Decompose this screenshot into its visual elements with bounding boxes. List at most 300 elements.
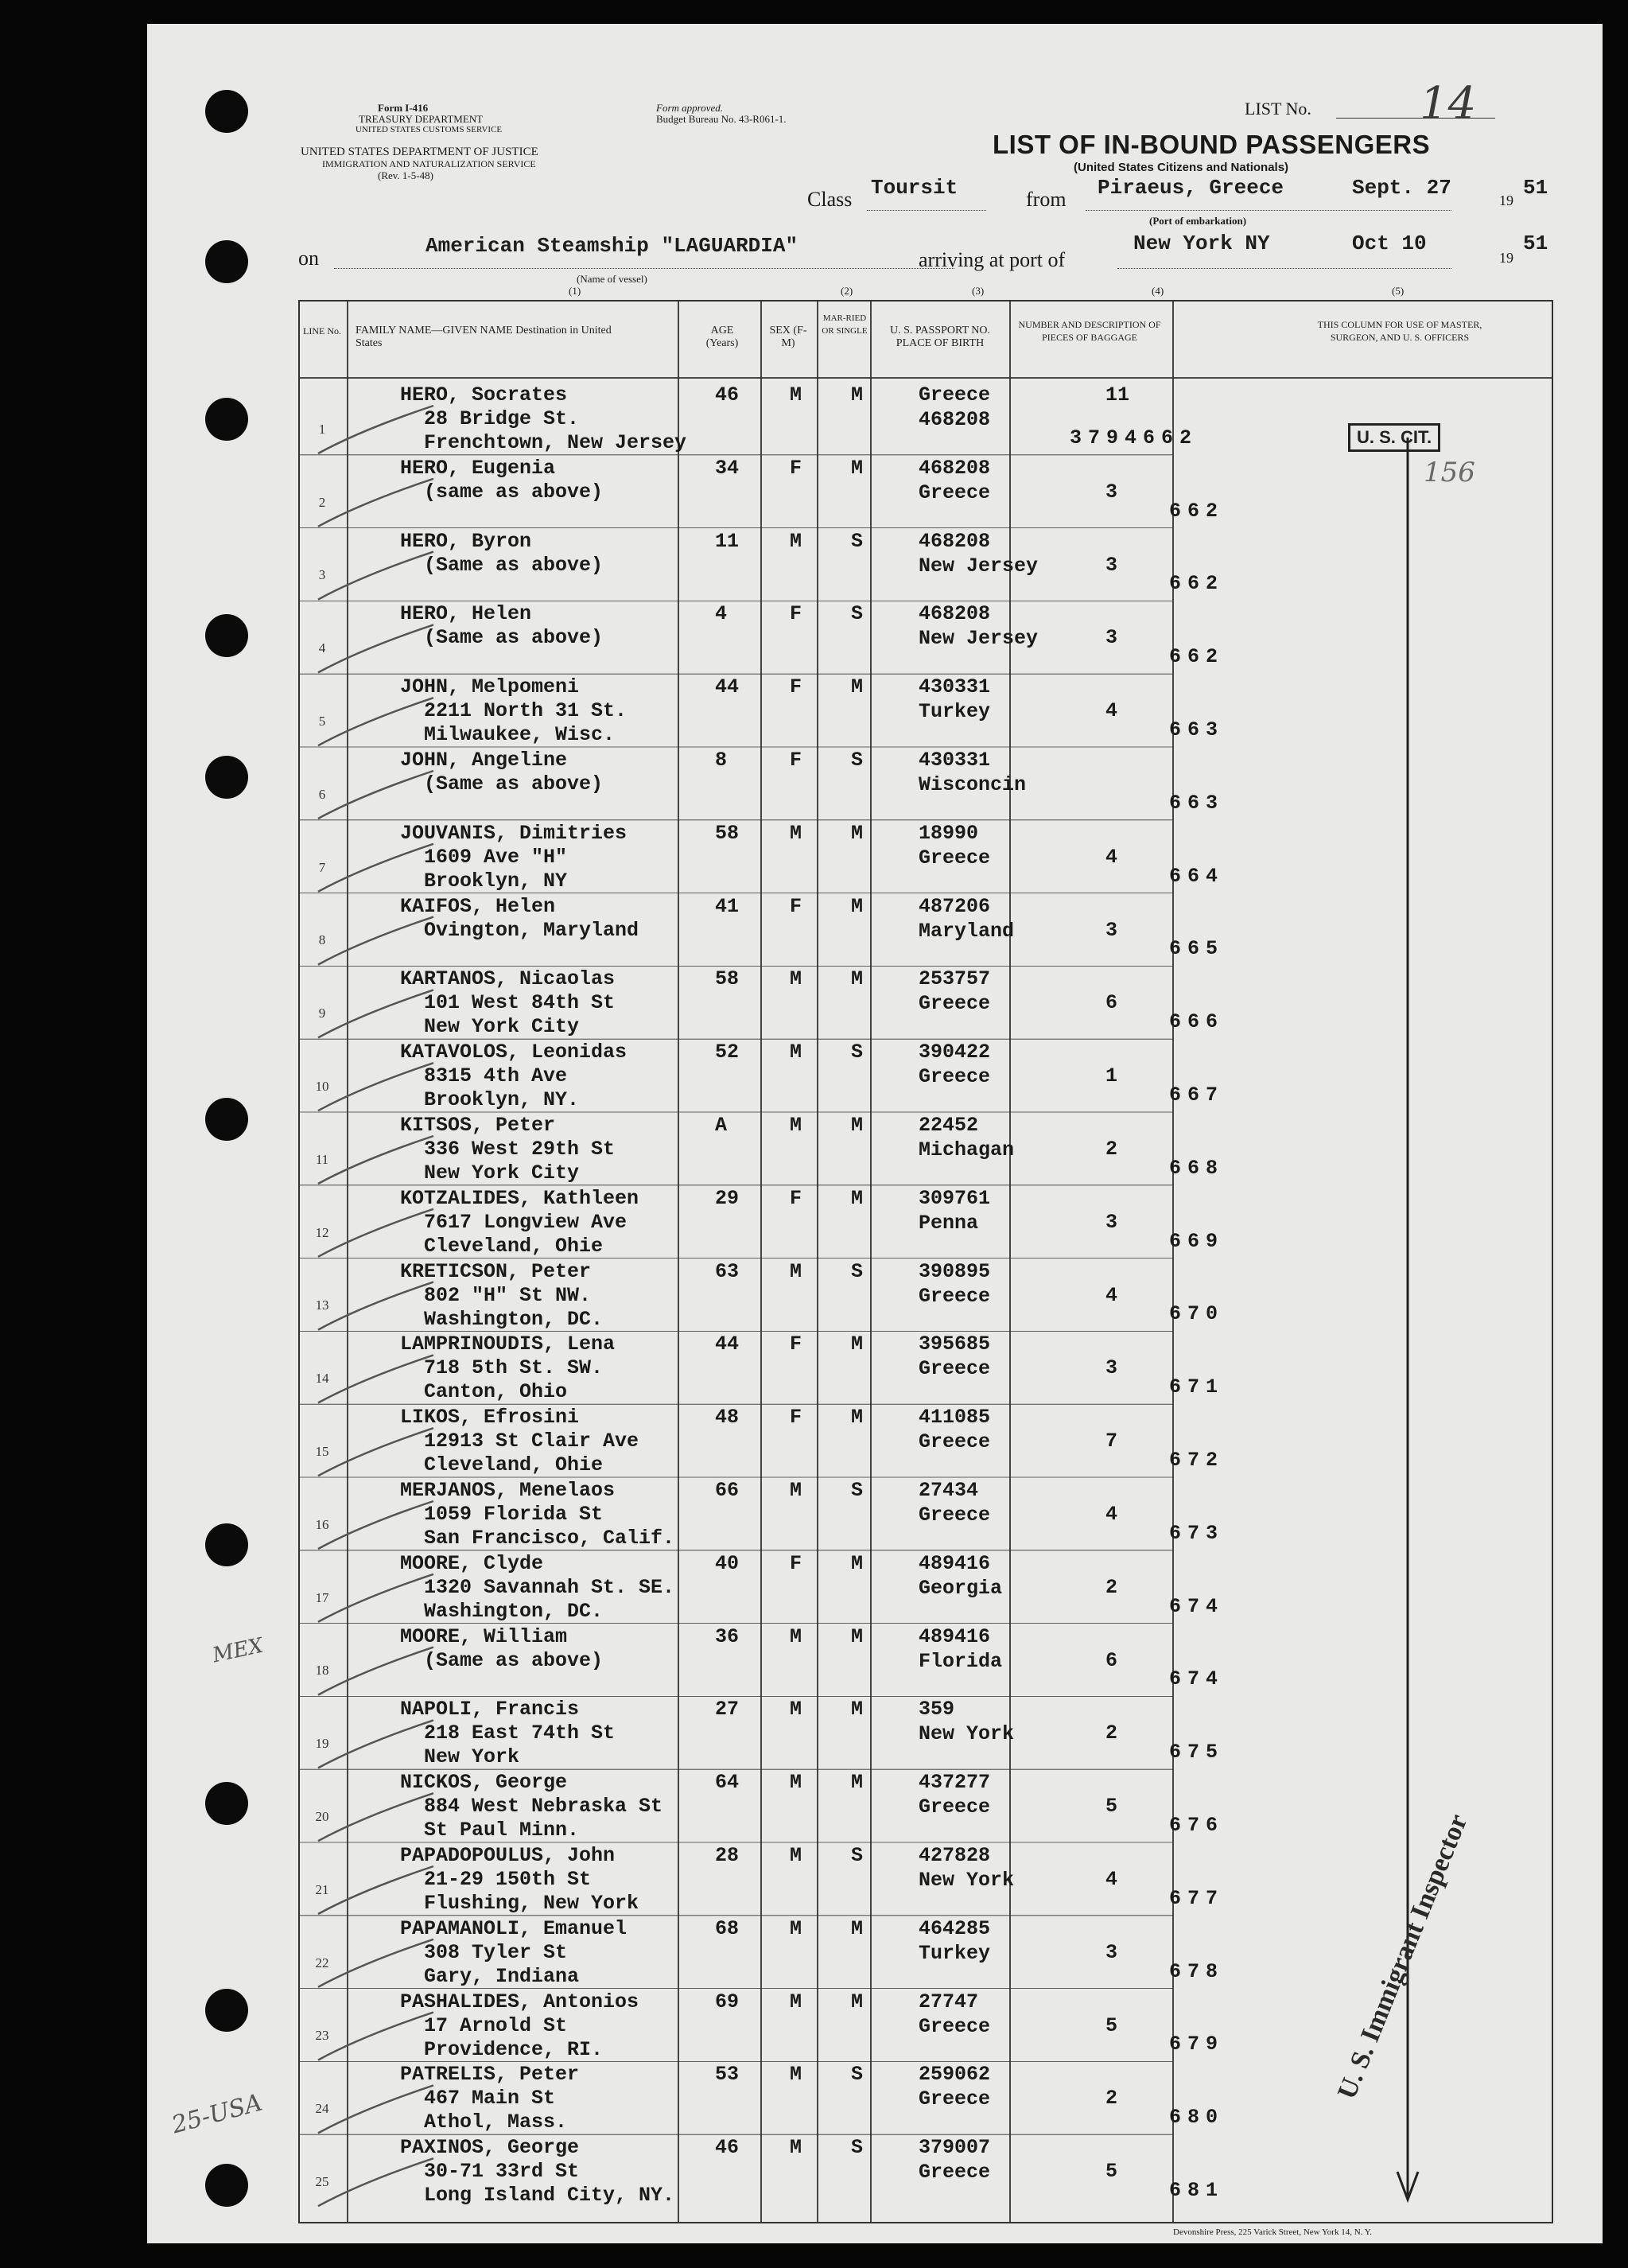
passport-info: 487206 xyxy=(919,894,991,918)
passenger-address: 884 West Nebraska St xyxy=(424,1795,663,1819)
passenger-age: 68 xyxy=(715,1916,740,1940)
passenger-address: Providence, RI. xyxy=(424,2037,604,2061)
passenger-address: 1320 Savannah St. SE. xyxy=(424,1575,675,1599)
passport-info: Turkey xyxy=(919,1941,991,1965)
marital-status: M xyxy=(851,456,864,480)
marital-status: S xyxy=(851,2063,864,2087)
passport-info: 468208 xyxy=(919,529,991,553)
passport-info: New Jersey xyxy=(919,627,1039,651)
passenger-address: (Same as above) xyxy=(424,626,604,650)
passport-info: 430331 xyxy=(919,749,991,772)
embark-year: 51 xyxy=(1523,176,1548,200)
binder-hole xyxy=(205,240,248,283)
arrival-date: Oct 10 xyxy=(1352,231,1427,255)
year-prefix-2: 19 xyxy=(1499,250,1513,266)
embark-caption: (Port of embarkation) xyxy=(1149,215,1247,227)
passenger-name: HERO, Eugenia xyxy=(400,456,556,480)
passenger-name: NAPOLI, Francis xyxy=(400,1698,580,1721)
passenger-address: New York xyxy=(424,1745,520,1769)
passenger-sex: M xyxy=(790,1259,802,1283)
passport-info: 27747 xyxy=(919,1990,979,2013)
marital-status: M xyxy=(851,383,864,407)
baggage-tags: 673 xyxy=(1169,1521,1225,1545)
year-prefix-1: 19 xyxy=(1499,193,1513,208)
table-row xyxy=(147,1624,1603,1697)
passport-info: 22452 xyxy=(919,1114,979,1137)
passenger-name: KATAVOLOS, Leonidas xyxy=(400,1041,627,1064)
passenger-age: 11 xyxy=(715,529,740,553)
passenger-sex: M xyxy=(790,2063,802,2087)
baggage-tags: 667 xyxy=(1169,1083,1225,1107)
citizen-stamp: U. S. CIT. xyxy=(1348,423,1440,452)
passenger-address: 30-71 33rd St xyxy=(424,2160,580,2184)
baggage-pieces: 6 xyxy=(1105,1648,1118,1672)
header-line-no: LINE No. xyxy=(303,325,341,337)
class-value: Toursit xyxy=(871,176,958,200)
passenger-address: 21-29 150th St xyxy=(424,1868,592,1891)
passenger-name: PATRELIS, Peter xyxy=(400,2063,580,2087)
passenger-address: 2211 North 31 St. xyxy=(424,699,627,723)
baggage-tags: 666 xyxy=(1169,1010,1225,1034)
baggage-pieces: 3 xyxy=(1105,918,1118,942)
passenger-sex: M xyxy=(790,1844,802,1867)
baggage-pieces: 4 xyxy=(1105,1283,1118,1307)
line-number: 14 xyxy=(315,1371,329,1387)
from-label: from xyxy=(1026,188,1067,211)
passenger-address: (Same as above) xyxy=(424,553,604,577)
passenger-sex: F xyxy=(790,1332,802,1356)
passenger-age: 64 xyxy=(715,1771,740,1795)
embark-port: Piraeus, Greece xyxy=(1098,176,1284,200)
inspector-stamp: U. S. Immigrant Inspector xyxy=(1332,1810,1474,2103)
passenger-age: 27 xyxy=(715,1698,740,1721)
line-number: 12 xyxy=(315,1224,329,1240)
vessel-caption: (Name of vessel) xyxy=(577,273,647,285)
passport-info: Florida xyxy=(919,1649,1003,1673)
passport-info: Greece xyxy=(919,1504,991,1527)
table-row xyxy=(147,1404,1603,1477)
class-label: Class xyxy=(807,188,853,211)
passenger-address: New York City xyxy=(424,1015,580,1039)
baggage-pieces: 1 xyxy=(1105,1064,1118,1088)
form-number: Form I-416 xyxy=(378,102,429,114)
table-row xyxy=(147,747,1603,820)
passenger-age: A xyxy=(715,1114,728,1137)
passport-info: 468208 xyxy=(919,408,991,431)
header-officers: THIS COLUMN FOR USE OF MASTER, SURGEON, AND U. S. OFFICERS xyxy=(1317,319,1482,343)
passenger-sex: M xyxy=(790,1114,802,1137)
baggage-pieces: 3 xyxy=(1105,480,1118,504)
binder-hole xyxy=(205,2164,248,2207)
line-number: 7 xyxy=(318,859,326,875)
passenger-age: 53 xyxy=(715,2063,740,2087)
passenger-sex: M xyxy=(790,529,802,553)
passenger-age: 29 xyxy=(715,1186,740,1210)
line-number: 17 xyxy=(315,1589,329,1605)
ins-service: IMMIGRATION AND NATURALIZATION SERVICE xyxy=(322,158,536,169)
baggage-tags: 679 xyxy=(1169,2033,1225,2056)
passenger-address: 718 5th St. SW. xyxy=(424,1356,604,1380)
passport-info: 411085 xyxy=(919,1406,991,1430)
passport-info: 309761 xyxy=(919,1186,991,1210)
line-number: 4 xyxy=(318,640,326,656)
passenger-sex: M xyxy=(790,967,802,991)
passenger-age: 8 xyxy=(715,749,728,772)
line-number: 23 xyxy=(315,2028,329,2044)
justice-dept: UNITED STATES DEPARTMENT OF JUSTICE xyxy=(301,146,538,158)
passenger-sex: F xyxy=(790,456,802,480)
baggage-pieces: 4 xyxy=(1105,699,1118,723)
passenger-name: HERO, Byron xyxy=(400,529,532,553)
binder-hole xyxy=(205,1098,248,1141)
passport-info: Greece xyxy=(919,1795,991,1819)
line-number: 16 xyxy=(315,1516,329,1532)
marital-status: S xyxy=(851,1041,864,1064)
passenger-address: Ovington, Maryland xyxy=(424,918,639,942)
marital-status: M xyxy=(851,1698,864,1721)
passenger-sex: F xyxy=(790,675,802,699)
passport-info: Greece xyxy=(919,1430,991,1454)
passport-info: Penna xyxy=(919,1211,979,1235)
passenger-address: Cleveland, Ohie xyxy=(424,1453,604,1477)
baggage-tags: 675 xyxy=(1169,1741,1225,1764)
passenger-age: 44 xyxy=(715,1332,740,1356)
passenger-age: 34 xyxy=(715,456,740,480)
passenger-name: KAIFOS, Helen xyxy=(400,894,556,918)
passport-info: Greece xyxy=(919,2014,991,2038)
baggage-tags: 668 xyxy=(1169,1156,1225,1180)
budget-bureau: Budget Bureau No. 43-R061-1. xyxy=(656,113,787,125)
baggage-pieces: 6 xyxy=(1105,991,1118,1015)
passenger-sex: F xyxy=(790,1406,802,1430)
passenger-age: 58 xyxy=(715,821,740,845)
passenger-sex: F xyxy=(790,1186,802,1210)
col-num-3: (3) xyxy=(972,285,985,297)
baggage-tags: 677 xyxy=(1169,1886,1225,1910)
printer-footer: Devonshire Press, 225 Varick Street, New York 14, N. Y. xyxy=(1173,2227,1373,2237)
baggage-tags: 681 xyxy=(1169,2178,1225,2202)
header-sex: SEX (F-M) xyxy=(769,325,807,349)
marital-status: M xyxy=(851,894,864,918)
passport-info: Greece xyxy=(919,2161,991,2184)
passenger-age: 58 xyxy=(715,967,740,991)
arriving-label: arriving at port of xyxy=(919,248,1066,271)
marital-status: M xyxy=(851,1916,864,1940)
passport-info: 18990 xyxy=(919,821,979,845)
marital-status: M xyxy=(851,1186,864,1210)
passenger-sex: M xyxy=(790,2136,802,2160)
passport-info: New York xyxy=(919,1722,1015,1746)
passenger-name: KARTANOS, Nicaolas xyxy=(400,967,616,991)
passport-info: 395685 xyxy=(919,1332,991,1356)
passenger-name: JOUVANIS, Dimitries xyxy=(400,821,627,845)
passport-info: Wisconcin xyxy=(919,773,1027,796)
binder-hole xyxy=(205,614,248,657)
marital-status: S xyxy=(851,749,864,772)
passenger-name: KRETICSON, Peter xyxy=(400,1259,592,1283)
table-row xyxy=(147,2061,1603,2134)
list-number: 14 xyxy=(1420,78,1477,130)
passenger-sex: M xyxy=(790,1624,802,1648)
col-num-5: (5) xyxy=(1392,285,1405,297)
passenger-address: 7617 Longview Ave xyxy=(424,1210,627,1234)
baggage-tags: 663 xyxy=(1169,718,1225,741)
stamp-number: 156 xyxy=(1424,457,1475,488)
passenger-address: Washington, DC. xyxy=(424,1599,604,1623)
passport-info: Greece xyxy=(919,846,991,869)
passenger-sex: F xyxy=(790,894,802,918)
header-age: AGE (Years) xyxy=(705,325,739,349)
marital-status: S xyxy=(851,1844,864,1867)
passport-info: 489416 xyxy=(919,1624,991,1648)
baggage-tags: 680 xyxy=(1169,2106,1225,2130)
passenger-sex: M xyxy=(790,821,802,845)
passenger-sex: M xyxy=(790,1041,802,1064)
on-label: on xyxy=(298,247,319,270)
line-number: 6 xyxy=(318,786,326,802)
passenger-sex: M xyxy=(790,1771,802,1795)
col-num-4: (4) xyxy=(1152,285,1164,297)
passenger-address: Canton, Ohio xyxy=(424,1380,568,1404)
baggage-pieces: 3 xyxy=(1105,1940,1118,1964)
baggage-pieces: 2 xyxy=(1105,2087,1118,2110)
passenger-sex: M xyxy=(790,1698,802,1721)
table-row xyxy=(147,1331,1603,1404)
passenger-address: (same as above) xyxy=(424,480,604,504)
passenger-name: JOHN, Melpomeni xyxy=(400,675,580,699)
passport-info: 430331 xyxy=(919,675,991,699)
marital-status: S xyxy=(851,602,864,626)
passport-info: 468208 xyxy=(919,456,991,480)
passport-info: New York xyxy=(919,1869,1015,1892)
baggage-tags: 662 xyxy=(1169,499,1225,523)
baggage-pieces: 7 xyxy=(1105,1430,1118,1453)
passenger-address: 1059 Florida St xyxy=(424,1503,604,1526)
header-married: MAR-RIED OR SINGLE xyxy=(822,313,868,336)
passenger-age: 40 xyxy=(715,1551,740,1575)
passenger-address: 17 Arnold St xyxy=(424,2013,568,2037)
arrival-port: New York NY xyxy=(1133,231,1270,255)
passenger-age: 69 xyxy=(715,1990,740,2013)
passenger-address: 308 Tyler St xyxy=(424,1940,568,1964)
table-row xyxy=(147,1112,1603,1185)
passenger-name: KITSOS, Peter xyxy=(400,1114,556,1137)
baggage-pieces: 5 xyxy=(1105,1795,1118,1819)
arrival-year: 51 xyxy=(1523,231,1548,255)
line-number: 24 xyxy=(315,2101,329,2117)
passenger-name: PAPADOPOULUS, John xyxy=(400,1844,616,1867)
baggage-tags: 3794662 xyxy=(1070,426,1199,449)
passenger-age: 52 xyxy=(715,1041,740,1064)
table-row xyxy=(147,1696,1603,1769)
baggage-tags: 662 xyxy=(1169,645,1225,669)
passenger-name: JOHN, Angeline xyxy=(400,749,568,772)
passenger-address: Frenchtown, New Jersey xyxy=(424,431,687,454)
binder-hole xyxy=(205,756,248,799)
passenger-sex: M xyxy=(790,1990,802,2013)
header-name: FAMILY NAME—GIVEN NAME Destination in United States xyxy=(356,325,612,349)
baggage-tags: 664 xyxy=(1169,864,1225,888)
line-number: 21 xyxy=(315,1881,329,1897)
passenger-age: 36 xyxy=(715,1624,740,1648)
passenger-address: (Same as above) xyxy=(424,772,604,796)
marital-status: M xyxy=(851,1406,864,1430)
table-row xyxy=(147,1769,1603,1842)
baggage-pieces: 4 xyxy=(1105,845,1118,869)
baggage-tags: 678 xyxy=(1169,1959,1225,1983)
line-number: 3 xyxy=(318,567,326,583)
line-number: 25 xyxy=(315,2173,329,2189)
baggage-tags: 662 xyxy=(1169,572,1225,596)
passport-info: 27434 xyxy=(919,1479,979,1502)
passenger-address: St Paul Minn. xyxy=(424,1819,580,1842)
binder-hole xyxy=(205,1523,248,1566)
passenger-age: 28 xyxy=(715,1844,740,1867)
line-number: 18 xyxy=(315,1663,329,1679)
passport-info: 259062 xyxy=(919,2063,991,2087)
binder-hole xyxy=(205,398,248,441)
passport-info: 437277 xyxy=(919,1771,991,1795)
marital-status: M xyxy=(851,1332,864,1356)
table-row xyxy=(147,893,1603,967)
baggage-pieces: 5 xyxy=(1105,2160,1118,2184)
passenger-address: 1609 Ave "H" xyxy=(424,845,568,869)
baggage-pieces: 2 xyxy=(1105,1138,1118,1161)
passenger-age: 63 xyxy=(715,1259,740,1283)
marital-status: S xyxy=(851,1259,864,1283)
line-number: 15 xyxy=(315,1443,329,1459)
baggage-tags: 670 xyxy=(1169,1302,1225,1326)
baggage-pieces: 4 xyxy=(1105,1503,1118,1526)
marital-status: M xyxy=(851,1114,864,1137)
passport-info: Greece xyxy=(919,383,991,407)
baggage-pieces: 5 xyxy=(1105,2013,1118,2037)
binder-hole xyxy=(205,90,248,133)
passport-info: Georgia xyxy=(919,1576,1003,1600)
binder-hole xyxy=(205,1989,248,2032)
passport-info: 464285 xyxy=(919,1916,991,1940)
line-number: 1 xyxy=(318,421,326,437)
passenger-name: LIKOS, Efrosini xyxy=(400,1406,580,1430)
passenger-address: 467 Main St xyxy=(424,2087,556,2110)
passenger-address: 802 "H" St NW. xyxy=(424,1283,592,1307)
passenger-age: 66 xyxy=(715,1479,740,1502)
passenger-name: PASHALIDES, Antonios xyxy=(400,1990,639,2013)
header-baggage: NUMBER AND DESCRIPTION OF PIECES OF BAGGAGE xyxy=(1018,319,1161,343)
binder-hole xyxy=(205,1782,248,1825)
passenger-name: HERO, Socrates xyxy=(400,383,568,407)
marital-status: M xyxy=(851,1624,864,1648)
passenger-address: (Same as above) xyxy=(424,1648,604,1672)
passenger-address: Athol, Mass. xyxy=(424,2110,568,2134)
passenger-address: Cleveland, Ohie xyxy=(424,1234,604,1258)
passenger-address: Washington, DC. xyxy=(424,1307,604,1331)
passenger-name: MOORE, William xyxy=(400,1624,568,1648)
passenger-age: 48 xyxy=(715,1406,740,1430)
passenger-sex: M xyxy=(790,1479,802,1502)
table-row xyxy=(147,674,1603,747)
form-title: LIST OF IN-BOUND PASSENGERS xyxy=(993,130,1431,159)
marital-status: S xyxy=(851,2136,864,2160)
passport-info: Greece xyxy=(919,1357,991,1381)
line-number: 20 xyxy=(315,1808,329,1824)
line-number: 2 xyxy=(318,494,326,510)
passenger-address: Gary, Indiana xyxy=(424,1964,580,1988)
marital-status: S xyxy=(851,529,864,553)
marital-status: M xyxy=(851,1771,864,1795)
passenger-name: PAXINOS, George xyxy=(400,2136,580,2160)
marital-status: M xyxy=(851,821,864,845)
marital-status: M xyxy=(851,967,864,991)
passenger-address: Long Island City, NY. xyxy=(424,2184,675,2208)
passenger-name: MOORE, Clyde xyxy=(400,1551,544,1575)
passenger-name: KOTZALIDES, Kathleen xyxy=(400,1186,639,1210)
passenger-name: PAPAMANOLI, Emanuel xyxy=(400,1916,627,1940)
baggage-tags: 676 xyxy=(1169,1813,1225,1837)
passenger-age: 44 xyxy=(715,675,740,699)
passport-info: New Jersey xyxy=(919,554,1039,578)
passenger-age: 46 xyxy=(715,383,740,407)
passenger-age: 46 xyxy=(715,2136,740,2160)
passport-info: Greece xyxy=(919,480,991,504)
passport-info: Greece xyxy=(919,992,991,1016)
line-number: 22 xyxy=(315,1955,329,1970)
table-row xyxy=(147,455,1603,528)
embark-date: Sept. 27 xyxy=(1352,176,1451,200)
form-subtitle: (United States Citizens and Nationals) xyxy=(1074,161,1289,174)
baggage-tags: 669 xyxy=(1169,1229,1225,1253)
customs-service: UNITED STATES CUSTOMS SERVICE xyxy=(356,125,503,134)
passenger-address: San Francisco, Calif. xyxy=(424,1527,675,1550)
vessel-name: American Steamship "LAGUARDIA" xyxy=(425,234,798,258)
table-row xyxy=(147,601,1603,674)
table-row xyxy=(147,1185,1603,1258)
passenger-age: 41 xyxy=(715,894,740,918)
passenger-age: 4 xyxy=(715,602,728,626)
passenger-address: 28 Bridge St. xyxy=(424,407,580,430)
marital-status: M xyxy=(851,1551,864,1575)
line-number: 11 xyxy=(315,1151,329,1167)
treasury-dept: TREASURY DEPARTMENT xyxy=(359,113,484,125)
passport-info: Turkey xyxy=(919,700,991,724)
passenger-address: 218 East 74th St xyxy=(424,1721,616,1745)
table-row xyxy=(147,528,1603,601)
header-passport: U. S. PASSPORT NO. PLACE OF BIRTH xyxy=(890,325,990,349)
passenger-sex: F xyxy=(790,749,802,772)
baggage-tags: 665 xyxy=(1169,937,1225,961)
passenger-sex: F xyxy=(790,1551,802,1575)
passenger-name: NICKOS, George xyxy=(400,1771,568,1795)
passenger-address: 12913 St Clair Ave xyxy=(424,1430,639,1453)
baggage-pieces: 2 xyxy=(1105,1721,1118,1745)
marital-status: M xyxy=(851,675,864,699)
passenger-address: Flushing, New York xyxy=(424,1892,639,1915)
passport-info: 379007 xyxy=(919,2136,991,2160)
baggage-tags: 674 xyxy=(1169,1594,1225,1618)
col-num-2: (2) xyxy=(841,285,853,297)
passenger-address: New York City xyxy=(424,1161,580,1185)
manifest-page xyxy=(147,24,1603,2243)
passenger-sex: F xyxy=(790,602,802,626)
baggage-tags: 671 xyxy=(1169,1375,1225,1399)
baggage-pieces: 11 xyxy=(1105,383,1130,407)
margin-note-usa: 25-USA xyxy=(169,2088,266,2140)
baggage-pieces: 2 xyxy=(1105,1575,1118,1599)
marital-status: M xyxy=(851,1990,864,2013)
table-row xyxy=(147,820,1603,893)
form-approved: Form approved. xyxy=(656,102,724,114)
line-number: 10 xyxy=(315,1078,329,1094)
